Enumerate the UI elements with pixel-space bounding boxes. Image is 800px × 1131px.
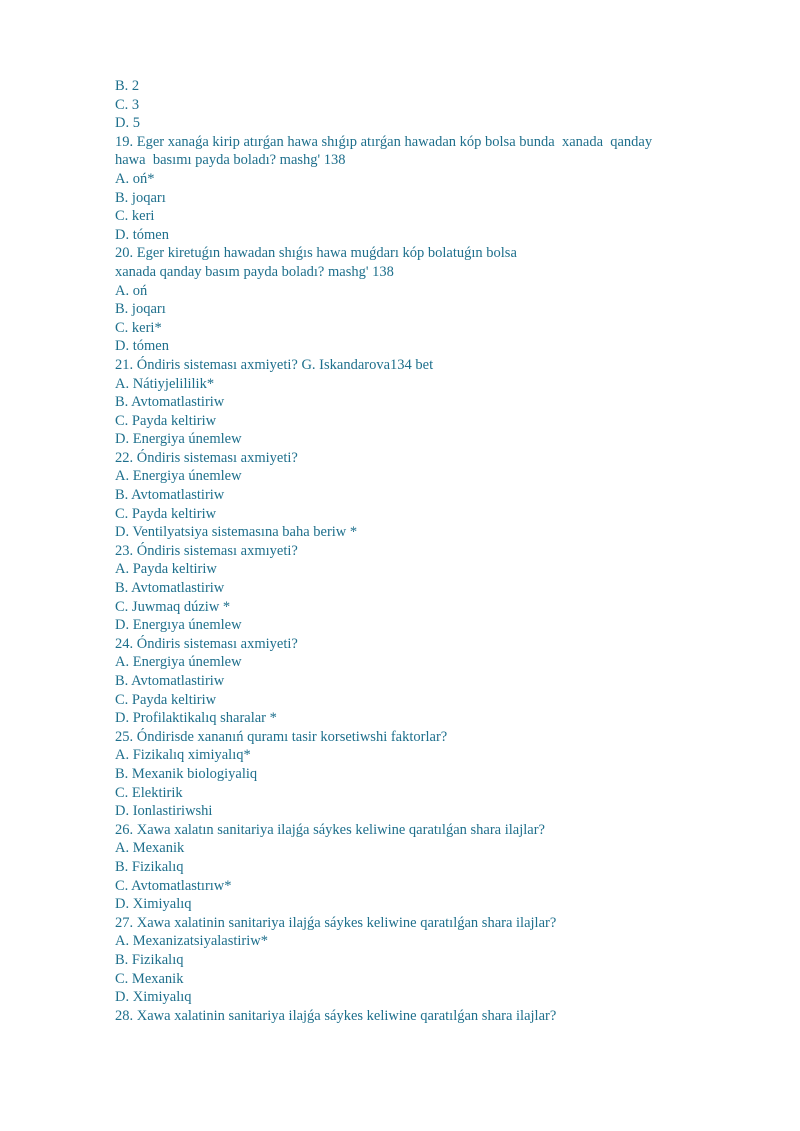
option-line: C. Payda keltiriw [115, 412, 217, 429]
question-19: 19. Eger xanaǵa kirip atırǵan hawa shıǵıp atırǵan hawadan kóp bolsa bunda xanada qanday [115, 133, 653, 150]
question-23: 23. Óndiris sisteması axmıyeti? [115, 542, 298, 559]
option-line: D. Energıya únemlew [115, 617, 242, 634]
option-line: A. Payda keltiriw [115, 561, 217, 578]
option-line: C. Payda keltiriw [115, 691, 217, 708]
option-line: A. Energiya únemlew [115, 654, 242, 671]
question-24: 24. Óndiris sisteması axmiyeti? [115, 635, 298, 652]
question-22: 22. Óndiris sisteması axmiyeti? [115, 449, 298, 466]
option-line: C. 3 [115, 96, 140, 113]
option-line: C. keri [115, 208, 155, 225]
option-line: C. Avtomatlastırıw* [115, 877, 232, 894]
option-line: B. Avtomatlastiriw [115, 487, 225, 504]
option-line: C. keri* [115, 319, 162, 336]
option-line: B. Fizikalıq [115, 858, 184, 875]
question-20: 20. Eger kiretuǵın hawadan shıǵıs hawa muǵdarı kóp bolatuǵın bolsa [115, 245, 517, 262]
option-line: A. oń [115, 282, 148, 299]
option-line: B. joqarı [115, 189, 166, 206]
option-line: D. Ventilyatsiya sistemasına baha beriw * [115, 524, 358, 541]
option-line: D. tómen [115, 226, 169, 243]
option-line: D. Ionlastiriwshi [115, 803, 213, 820]
option-line: B. Avtomatlastiriw [115, 673, 225, 689]
option-line: C. Mexanik [115, 970, 184, 987]
question-21: 21. Óndiris sisteması axmiyeti? G. Iskandarova134 bet [115, 356, 434, 373]
option-line: B. Avtomatlastiriw [115, 580, 225, 597]
option-line: D. Ximiyalıq [115, 896, 192, 913]
question-19-cont: hawa basımı payda boladı? mashg' 138 [115, 152, 346, 169]
option-line: D. tómen [115, 338, 169, 355]
option-line: B. Avtomatlastiriw [115, 394, 225, 411]
option-line: B. joqarı [115, 301, 166, 318]
question-26: 26. Xawa xalatın sanitariya ilajǵa sáykes keliwine qaratılǵan shara ilajlar? [115, 821, 545, 838]
option-line: C. Payda keltiriw [115, 505, 217, 522]
option-line: A. Energiya únemlew [115, 468, 242, 485]
option-line: B. Fizikalıq [115, 951, 184, 968]
option-line: D. Ximiyalıq [115, 989, 192, 1006]
option-line: B. 2 [115, 78, 140, 94]
question-27: 27. Xawa xalatinin sanitariya ilajǵa sáykes keliwine qaratılǵan shara ilajlar? [115, 914, 557, 931]
option-line: C. Juwmaq dúziw * [115, 598, 231, 615]
option-line: A. Mexanik [115, 840, 185, 857]
option-line: B. Mexanik biologiyaliq [115, 765, 258, 782]
option-line: A. Nátiyjelililik* [115, 375, 215, 392]
option-line: D. Energiya únemlew [115, 431, 242, 448]
option-line: A. oń* [115, 170, 155, 187]
question-20-cont: xanada qanday basım payda boladı? mashg' 138 [115, 263, 394, 280]
question-25: 25. Óndirisde xananıń quramı tasir korsetiwshi faktorlar? [115, 728, 448, 745]
option-line: D. Profilaktikalıq sharalar * [115, 710, 277, 727]
document-page [115, 77, 735, 1025]
option-line: D. 5 [115, 115, 140, 132]
option-line: A. Mexanizatsiyalastiriw* [115, 933, 269, 950]
option-line: C. Elektirik [115, 784, 183, 801]
option-line: A. Fizikalıq ximiyalıq* [115, 747, 251, 764]
question-28: 28. Xawa xalatinin sanitariya ilajǵa sáykes keliwine qaratılǵan shara ilajlar? [115, 1007, 557, 1024]
